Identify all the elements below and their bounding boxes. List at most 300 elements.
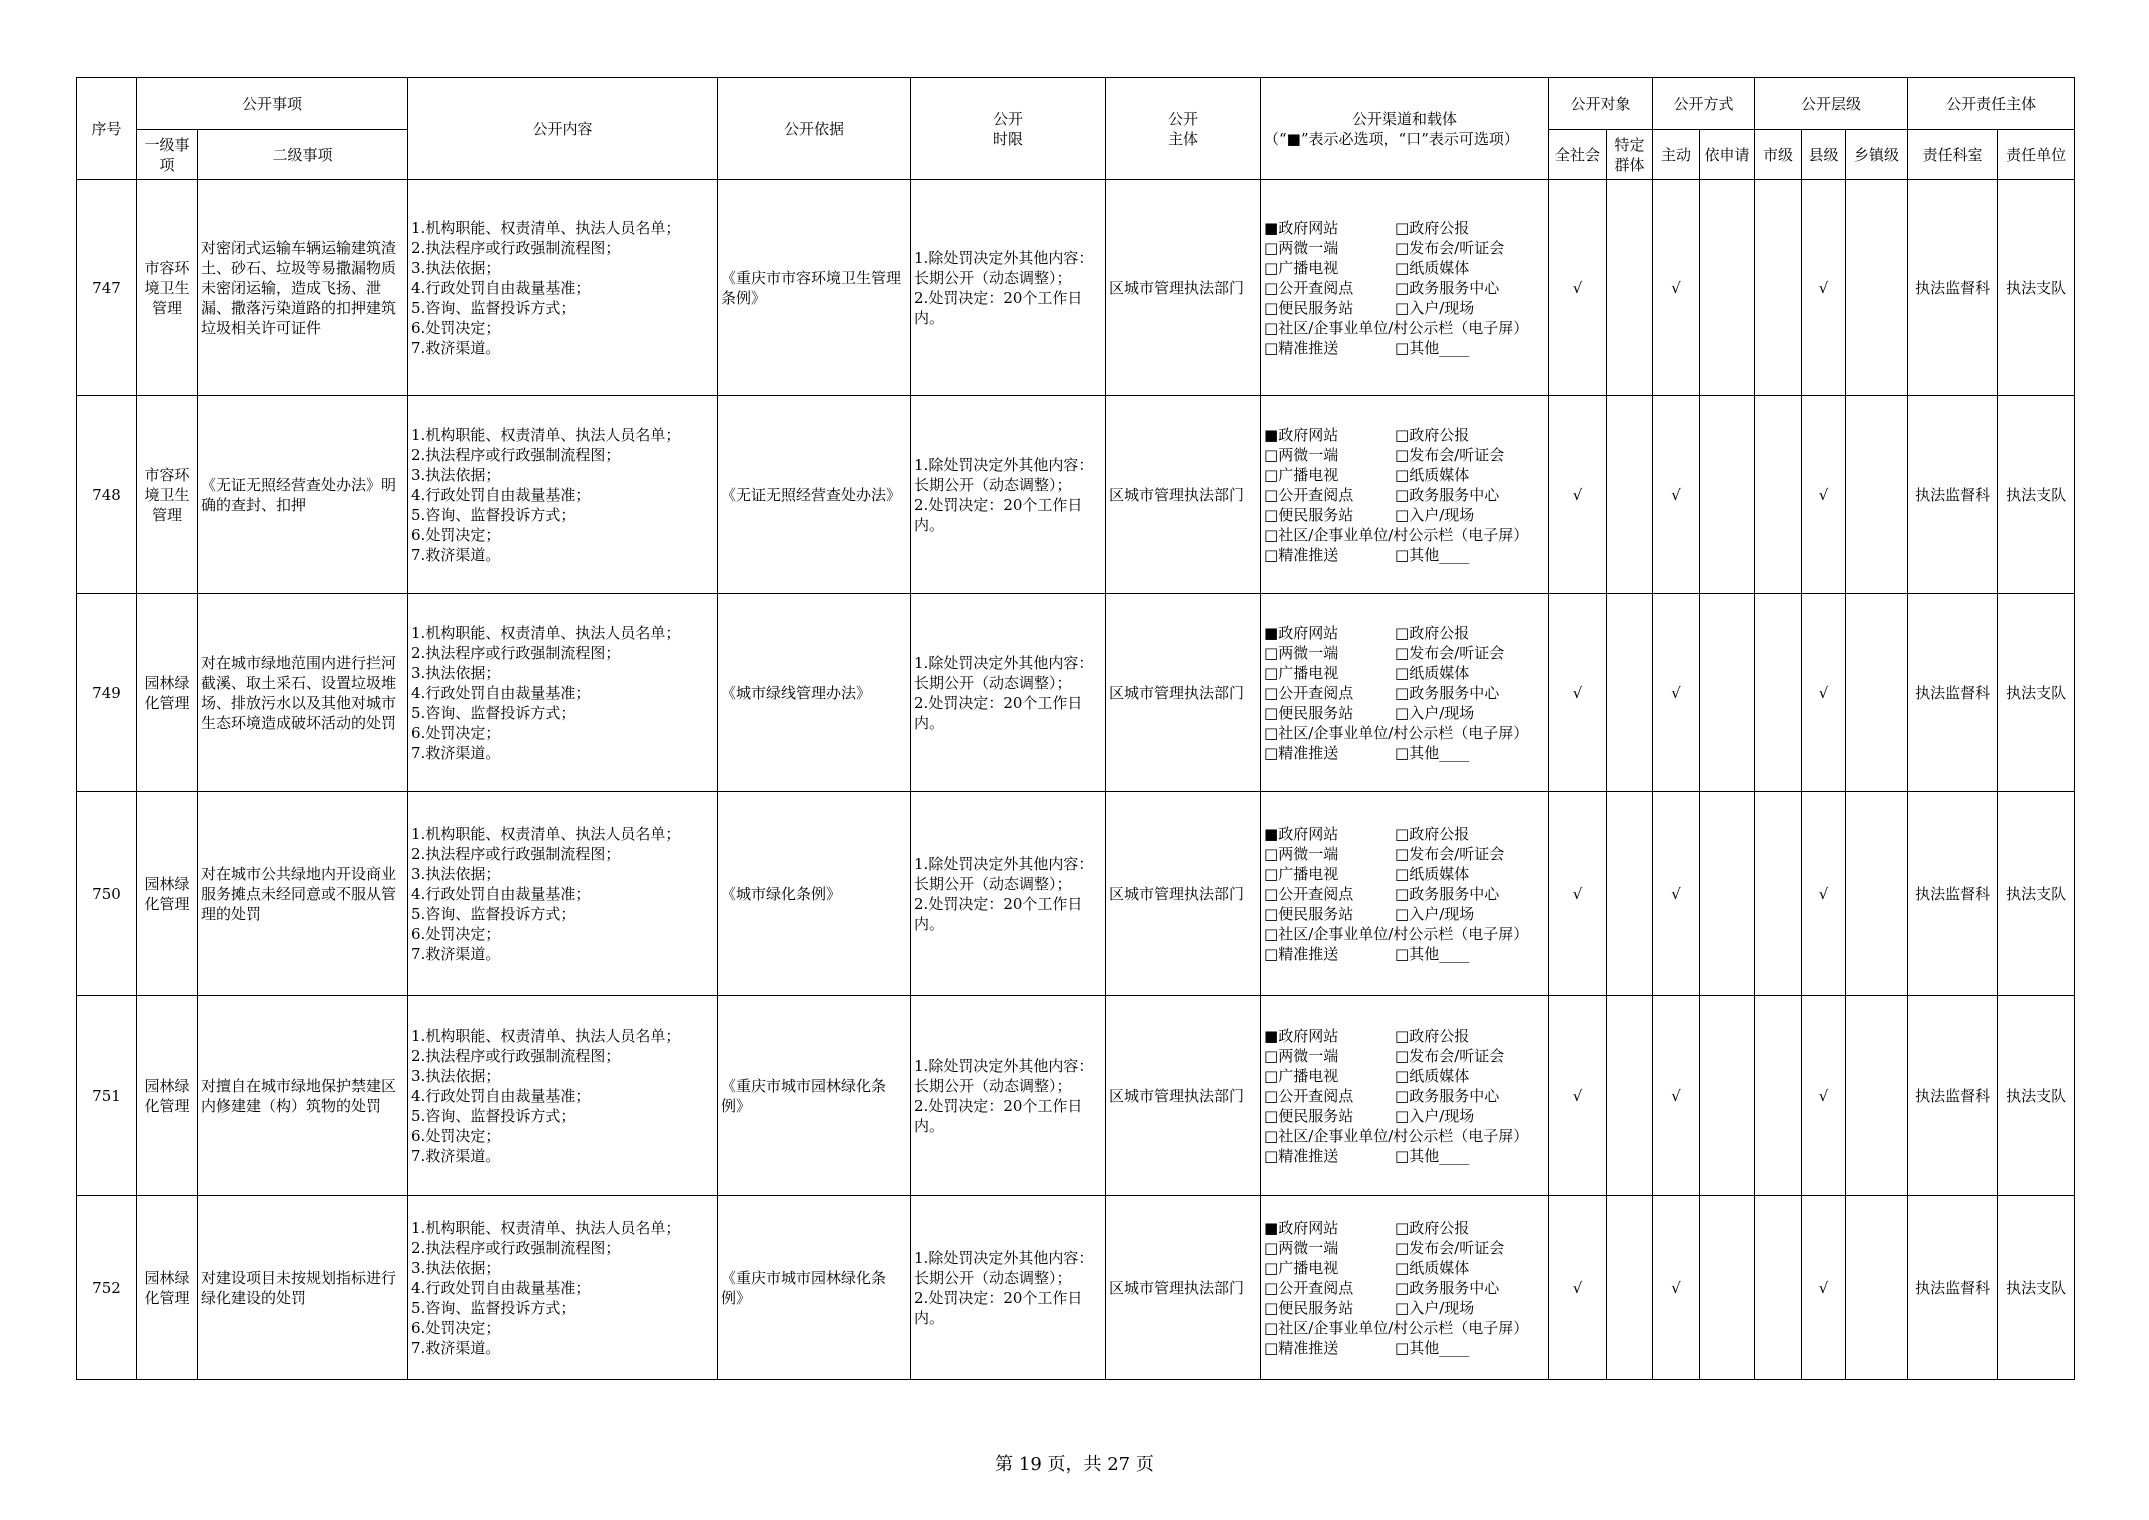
channel-option: □两微一端 [1264, 445, 1339, 464]
channel-option: □两微一端 [1264, 844, 1339, 863]
row-level-city [1755, 594, 1802, 792]
channel-line [1264, 425, 1545, 445]
channel-line [1264, 505, 1545, 525]
row-content-line: 2.执法程序或行政强制流程图； [411, 1238, 621, 1257]
channel-line [1264, 1086, 1545, 1106]
channel-option: □便民服务站 [1264, 904, 1354, 923]
row-content [408, 594, 718, 792]
row-time-limit-line: 2.处罚决定：20个工作日内。 [914, 1096, 1083, 1135]
channel-option: □广播电视 [1264, 1066, 1339, 1085]
page-footer: 第 19 页，共 27 页 [995, 1454, 1154, 1475]
channel-option: □政府公报 [1395, 1026, 1470, 1045]
channel-line [1264, 924, 1545, 944]
channel-option: □社区/企事业单位/村公示栏（电子屏） [1264, 723, 1529, 742]
row-level-town [1846, 1196, 1908, 1380]
channel-line [1264, 318, 1545, 338]
channel-line [1264, 703, 1545, 723]
row-content-line: 4.行政处罚自由裁量基准； [411, 1086, 591, 1105]
channel-line [1264, 338, 1545, 358]
row-basis: 《城市绿化条例》 [718, 792, 911, 996]
row-level-town [1846, 792, 1908, 996]
row-subject: 区城市管理执法部门 [1106, 396, 1261, 594]
row-level1: 园林绿化管理 [137, 792, 198, 996]
row-target-specific [1607, 996, 1653, 1196]
channel-option: □政务服务中心 [1395, 1278, 1500, 1297]
channel-option: □公开查阅点 [1264, 683, 1354, 702]
table-row [77, 996, 2075, 1196]
channel-line [1264, 1126, 1545, 1146]
channel-option: □其他____ [1395, 545, 1470, 564]
channel-option: □便民服务站 [1264, 1298, 1354, 1317]
row-content [408, 996, 718, 1196]
channel-option: □两微一端 [1264, 1046, 1339, 1065]
channel-option: □其他____ [1395, 944, 1470, 963]
channel-line [1264, 525, 1545, 545]
row-level2: 对擅自在城市绿地保护禁建区内修建建（构）筑物的处罚 [198, 996, 408, 1196]
row-content-line: 6.处罚决定； [411, 924, 501, 943]
channel-option: ■政府网站 [1264, 218, 1339, 237]
row-basis: 《无证无照经营查处办法》 [718, 396, 911, 594]
row-level2: 对建设项目未按规划指标进行绿化建设的处罚 [198, 1196, 408, 1380]
row-resp-unit: 执法支队 [1998, 1196, 2075, 1380]
row-level2: 对密闭式运输车辆运输建筑渣土、砂石、垃圾等易撒漏物质未密闭运输，造成飞扬、泄漏、撒落污染道路的扣押建筑垃圾相关许可证件 [198, 180, 408, 396]
channel-line [1264, 238, 1545, 258]
row-level-county: √ [1802, 996, 1846, 1196]
channel-option: □便民服务站 [1264, 1106, 1354, 1125]
row-target-all: √ [1549, 996, 1607, 1196]
header-target-all: 全社会 [1549, 130, 1607, 180]
row-method-apply [1700, 396, 1755, 594]
row-subject: 区城市管理执法部门 [1106, 180, 1261, 396]
channel-option: □入户/现场 [1395, 298, 1475, 317]
channel-line [1264, 884, 1545, 904]
row-content-line: 5.咨询、监督投诉方式； [411, 1106, 576, 1125]
row-level2: 对在城市绿地范围内进行拦河截溪、取土采石、设置垃圾堆场、排放污水以及其他对城市生态环境造成破坏活动的处罚 [198, 594, 408, 792]
channel-option: ■政府网站 [1264, 1026, 1339, 1045]
channel-option: □政府公报 [1395, 425, 1470, 444]
row-target-specific [1607, 1196, 1653, 1380]
channel-option: ■政府网站 [1264, 1218, 1339, 1237]
channel-line [1264, 944, 1545, 964]
channel-option: □政务服务中心 [1395, 485, 1500, 504]
row-level1: 市容环境卫生管理 [137, 180, 198, 396]
channel-line [1264, 445, 1545, 465]
header-matters: 公开事项 [137, 78, 408, 130]
row-time-limit-line: 1.除处罚决定外其他内容：长期公开（动态调整）； [914, 455, 1094, 494]
row-content-line: 7.救济渠道。 [411, 545, 501, 564]
channel-option: □精准推送 [1264, 743, 1339, 762]
channel-line [1264, 663, 1545, 683]
header-channel-note: （“■”表示必选项，“口”表示可选项） [1264, 129, 1519, 148]
channel-option: ■政府网站 [1264, 623, 1339, 642]
row-content-line: 7.救济渠道。 [411, 944, 501, 963]
row-target-all: √ [1549, 180, 1607, 396]
header-level: 公开层级 [1755, 78, 1908, 130]
row-time-limit-line: 2.处罚决定：20个工作日内。 [914, 693, 1083, 732]
row-resp-unit: 执法支队 [1998, 996, 2075, 1196]
row-resp-office: 执法监督科 [1908, 594, 1998, 792]
channel-option: □发布会/听证会 [1395, 844, 1505, 863]
row-content-line: 5.咨询、监督投诉方式； [411, 298, 576, 317]
table-row [77, 180, 2075, 396]
channel-option: □发布会/听证会 [1395, 1046, 1505, 1065]
row-content-line: 2.执法程序或行政强制流程图； [411, 1046, 621, 1065]
channel-option: □政务服务中心 [1395, 278, 1500, 297]
row-method-apply [1700, 996, 1755, 1196]
header-channel-cell [1261, 78, 1549, 180]
row-basis: 《重庆市城市园林绿化条例》 [718, 1196, 911, 1380]
row-seq: 747 [77, 180, 137, 396]
row-resp-unit: 执法支队 [1998, 396, 2075, 594]
header-method-active: 主动 [1653, 130, 1700, 180]
channel-option: □精准推送 [1264, 944, 1339, 963]
channel-option: □精准推送 [1264, 1146, 1339, 1165]
table-body [77, 180, 2075, 1380]
row-time-limit-line: 2.处罚决定：20个工作日内。 [914, 894, 1083, 933]
row-content-line: 1.机构职能、权责清单、执法人员名单； [411, 1026, 681, 1045]
row-content [408, 1196, 718, 1380]
channel-line [1264, 1238, 1545, 1258]
channel-option: □便民服务站 [1264, 703, 1354, 722]
row-content-line: 2.执法程序或行政强制流程图； [411, 238, 621, 257]
row-seq: 752 [77, 1196, 137, 1380]
row-content-line: 1.机构职能、权责清单、执法人员名单； [411, 218, 681, 237]
channel-option: □政务服务中心 [1395, 884, 1500, 903]
header-seq: 序号 [77, 78, 137, 180]
channel-line [1264, 864, 1545, 884]
row-content-line: 7.救济渠道。 [411, 1146, 501, 1165]
channel-option: ■政府网站 [1264, 824, 1339, 843]
channel-option: □精准推送 [1264, 545, 1339, 564]
channel-option: □入户/现场 [1395, 904, 1475, 923]
header-method-apply: 依申请 [1700, 130, 1755, 180]
row-time-limit-line: 2.处罚决定：20个工作日内。 [914, 495, 1083, 534]
row-subject: 区城市管理执法部门 [1106, 594, 1261, 792]
channel-option: □发布会/听证会 [1395, 643, 1505, 662]
channel-line [1264, 1298, 1545, 1318]
row-level1: 园林绿化管理 [137, 594, 198, 792]
row-time-limit [911, 396, 1106, 594]
row-method-active: √ [1653, 594, 1700, 792]
row-method-active: √ [1653, 996, 1700, 1196]
row-level-town [1846, 996, 1908, 1196]
header-subject: 公开 主体 [1106, 78, 1261, 180]
row-method-active: √ [1653, 180, 1700, 396]
channel-line [1264, 1026, 1545, 1046]
channel-option: □其他____ [1395, 1146, 1470, 1165]
channel-option: □其他____ [1395, 338, 1470, 357]
row-content-line: 4.行政处罚自由裁量基准； [411, 683, 591, 702]
row-level-town [1846, 594, 1908, 792]
row-target-all: √ [1549, 396, 1607, 594]
row-content [408, 792, 718, 996]
row-method-active: √ [1653, 792, 1700, 996]
row-content-line: 7.救济渠道。 [411, 743, 501, 762]
channel-option: □两微一端 [1264, 238, 1339, 257]
row-target-all: √ [1549, 594, 1607, 792]
row-content-line: 5.咨询、监督投诉方式； [411, 505, 576, 524]
row-channels [1261, 1196, 1549, 1380]
row-content-line: 3.执法依据； [411, 258, 501, 277]
channel-line [1264, 278, 1545, 298]
row-seq: 751 [77, 996, 137, 1196]
channel-option: □社区/企事业单位/村公示栏（电子屏） [1264, 924, 1529, 943]
row-level-city [1755, 1196, 1802, 1380]
channel-option: □精准推送 [1264, 338, 1339, 357]
row-target-specific [1607, 396, 1653, 594]
channel-option: □便民服务站 [1264, 298, 1354, 317]
channel-option: □发布会/听证会 [1395, 1238, 1505, 1257]
row-subject: 区城市管理执法部门 [1106, 996, 1261, 1196]
row-content-line: 6.处罚决定； [411, 723, 501, 742]
row-level-county: √ [1802, 180, 1846, 396]
channel-line [1264, 743, 1545, 763]
row-content-line: 6.处罚决定； [411, 525, 501, 544]
header-resp-office: 责任科室 [1908, 130, 1998, 180]
row-method-apply [1700, 792, 1755, 996]
header-resp: 公开责任主体 [1908, 78, 2075, 130]
row-time-limit-line: 2.处罚决定：20个工作日内。 [914, 1288, 1083, 1327]
row-content-line: 4.行政处罚自由裁量基准； [411, 1278, 591, 1297]
channel-option: □纸质媒体 [1395, 465, 1470, 484]
channel-option: □两微一端 [1264, 643, 1339, 662]
channel-option: ■政府网站 [1264, 425, 1339, 444]
row-level1: 市容环境卫生管理 [137, 396, 198, 594]
row-time-limit-line: 1.除处罚决定外其他内容：长期公开（动态调整）； [914, 1248, 1094, 1287]
channel-line [1264, 1146, 1545, 1166]
channel-option: □政务服务中心 [1395, 1086, 1500, 1105]
row-content-line: 3.执法依据； [411, 1258, 501, 1277]
row-time-limit-line: 1.除处罚决定外其他内容：长期公开（动态调整）； [914, 248, 1094, 287]
row-content-line: 1.机构职能、权责清单、执法人员名单； [411, 623, 681, 642]
header-level-county: 县级 [1802, 130, 1846, 180]
row-target-specific [1607, 594, 1653, 792]
row-seq: 748 [77, 396, 137, 594]
channel-line [1264, 1106, 1545, 1126]
row-level-city [1755, 396, 1802, 594]
channel-line [1264, 1338, 1545, 1358]
row-content-line: 7.救济渠道。 [411, 338, 501, 357]
channel-option: □入户/现场 [1395, 703, 1475, 722]
row-resp-office: 执法监督科 [1908, 792, 1998, 996]
row-content [408, 396, 718, 594]
row-content-line: 6.处罚决定； [411, 1126, 501, 1145]
channel-option: □其他____ [1395, 1338, 1470, 1357]
row-content-line: 5.咨询、监督投诉方式； [411, 904, 576, 923]
row-level-city [1755, 996, 1802, 1196]
row-level-county: √ [1802, 396, 1846, 594]
row-time-limit-line: 2.处罚决定：20个工作日内。 [914, 288, 1083, 327]
channel-option: □社区/企事业单位/村公示栏（电子屏） [1264, 1318, 1529, 1337]
row-time-limit [911, 594, 1106, 792]
channel-line [1264, 465, 1545, 485]
row-method-active: √ [1653, 1196, 1700, 1380]
header-target: 公开对象 [1549, 78, 1653, 130]
row-time-limit [911, 180, 1106, 396]
row-content-line: 3.执法依据； [411, 663, 501, 682]
row-level1: 园林绿化管理 [137, 996, 198, 1196]
channel-line [1264, 258, 1545, 278]
channel-line [1264, 1278, 1545, 1298]
channel-option: □政府公报 [1395, 218, 1470, 237]
row-content-line: 6.处罚决定； [411, 1318, 501, 1337]
row-content-line: 6.处罚决定； [411, 318, 501, 337]
row-time-limit-line: 1.除处罚决定外其他内容：长期公开（动态调整）； [914, 1056, 1094, 1095]
row-content-line: 2.执法程序或行政强制流程图； [411, 643, 621, 662]
row-resp-office: 执法监督科 [1908, 996, 1998, 1196]
channel-line [1264, 623, 1545, 643]
row-content-line: 2.执法程序或行政强制流程图； [411, 445, 621, 464]
channel-option: □公开查阅点 [1264, 1086, 1354, 1105]
channel-option: □发布会/听证会 [1395, 238, 1505, 257]
row-method-apply [1700, 594, 1755, 792]
row-resp-unit: 执法支队 [1998, 594, 2075, 792]
row-content-line: 1.机构职能、权责清单、执法人员名单； [411, 425, 681, 444]
channel-line [1264, 904, 1545, 924]
row-target-specific [1607, 180, 1653, 396]
channel-option: □纸质媒体 [1395, 663, 1470, 682]
channel-option: □便民服务站 [1264, 505, 1354, 524]
channel-option: □公开查阅点 [1264, 485, 1354, 504]
channel-option: □广播电视 [1264, 465, 1339, 484]
header-level2: 二级事项 [198, 130, 408, 180]
row-basis: 《重庆市市容环境卫生管理条例》 [718, 180, 911, 396]
row-method-apply [1700, 180, 1755, 396]
channel-option: □纸质媒体 [1395, 258, 1470, 277]
row-resp-office: 执法监督科 [1908, 396, 1998, 594]
channel-option: □社区/企事业单位/村公示栏（电子屏） [1264, 1126, 1529, 1145]
row-basis: 《重庆市城市园林绿化条例》 [718, 996, 911, 1196]
row-content-line: 3.执法依据； [411, 1066, 501, 1085]
row-level1: 园林绿化管理 [137, 1196, 198, 1380]
row-content-line: 4.行政处罚自由裁量基准； [411, 485, 591, 504]
row-content-line: 3.执法依据； [411, 465, 501, 484]
channel-line [1264, 1066, 1545, 1086]
channel-option: □政府公报 [1395, 623, 1470, 642]
row-basis: 《城市绿线管理办法》 [718, 594, 911, 792]
row-resp-office: 执法监督科 [1908, 1196, 1998, 1380]
header-basis: 公开依据 [718, 78, 911, 180]
channel-line [1264, 1218, 1545, 1238]
row-content-line: 5.咨询、监督投诉方式； [411, 703, 576, 722]
row-level-county: √ [1802, 594, 1846, 792]
header-time-limit: 公开 时限 [911, 78, 1106, 180]
channel-option: □发布会/听证会 [1395, 445, 1505, 464]
channel-option: □入户/现场 [1395, 1106, 1475, 1125]
row-content-line: 3.执法依据； [411, 864, 501, 883]
table-row [77, 396, 2075, 594]
row-resp-unit: 执法支队 [1998, 792, 2075, 996]
channel-option: □入户/现场 [1395, 1298, 1475, 1317]
row-channels [1261, 180, 1549, 396]
channel-option: □公开查阅点 [1264, 278, 1354, 297]
channel-option: □精准推送 [1264, 1338, 1339, 1357]
row-time-limit [911, 792, 1106, 996]
row-time-limit-line: 1.除处罚决定外其他内容：长期公开（动态调整）； [914, 653, 1094, 692]
header-level1: 一级事项 [137, 130, 198, 180]
row-target-all: √ [1549, 792, 1607, 996]
channel-option: □政府公报 [1395, 1218, 1470, 1237]
channel-option: □纸质媒体 [1395, 1066, 1470, 1085]
row-content-line: 2.执法程序或行政强制流程图； [411, 844, 621, 863]
header-level-town: 乡镇级 [1846, 130, 1908, 180]
row-channels [1261, 594, 1549, 792]
channel-option: □广播电视 [1264, 663, 1339, 682]
channel-option: □公开查阅点 [1264, 1278, 1354, 1297]
header-content: 公开内容 [408, 78, 718, 180]
channel-option: □广播电视 [1264, 258, 1339, 277]
row-content-line: 5.咨询、监督投诉方式； [411, 1298, 576, 1317]
row-level2: 对在城市公共绿地内开设商业服务摊点未经同意或不服从管理的处罚 [198, 792, 408, 996]
disclosure-table [76, 77, 2075, 1380]
channel-option: □其他____ [1395, 743, 1470, 762]
channel-option: □社区/企事业单位/村公示栏（电子屏） [1264, 318, 1529, 337]
row-method-active: √ [1653, 396, 1700, 594]
row-level-city [1755, 792, 1802, 996]
table-row [77, 594, 2075, 792]
channel-line [1264, 485, 1545, 505]
table-row [77, 792, 2075, 996]
row-channels [1261, 996, 1549, 1196]
header-resp-unit: 责任单位 [1998, 130, 2075, 180]
channel-option: □广播电视 [1264, 864, 1339, 883]
channel-option: □政务服务中心 [1395, 683, 1500, 702]
channel-line [1264, 1046, 1545, 1066]
row-content-line: 1.机构职能、权责清单、执法人员名单； [411, 1218, 681, 1237]
row-channels [1261, 792, 1549, 996]
row-channels [1261, 396, 1549, 594]
channel-option: □两微一端 [1264, 1238, 1339, 1257]
row-target-specific [1607, 792, 1653, 996]
row-subject: 区城市管理执法部门 [1106, 792, 1261, 996]
header-channel: 公开渠道和载体 [1352, 109, 1458, 128]
header-target-specific: 特定群体 [1607, 130, 1653, 180]
channel-option: □广播电视 [1264, 1258, 1339, 1277]
row-resp-office: 执法监督科 [1908, 180, 1998, 396]
row-level-town [1846, 180, 1908, 396]
channel-line [1264, 844, 1545, 864]
row-seq: 750 [77, 792, 137, 996]
channel-option: □公开查阅点 [1264, 884, 1354, 903]
channel-line [1264, 218, 1545, 238]
channel-line [1264, 824, 1545, 844]
channel-line [1264, 643, 1545, 663]
row-content [408, 180, 718, 396]
row-resp-unit: 执法支队 [1998, 180, 2075, 396]
channel-line [1264, 723, 1545, 743]
channel-line [1264, 1258, 1545, 1278]
row-level-city [1755, 180, 1802, 396]
row-level-town [1846, 396, 1908, 594]
table-row [77, 1196, 2075, 1380]
header-method: 公开方式 [1653, 78, 1755, 130]
channel-line [1264, 683, 1545, 703]
channel-line [1264, 298, 1545, 318]
row-subject: 区城市管理执法部门 [1106, 1196, 1261, 1380]
row-level-county: √ [1802, 792, 1846, 996]
row-target-all: √ [1549, 1196, 1607, 1380]
channel-option: □政府公报 [1395, 824, 1470, 843]
row-time-limit [911, 1196, 1106, 1380]
row-content-line: 4.行政处罚自由裁量基准； [411, 278, 591, 297]
row-time-limit [911, 996, 1106, 1196]
row-level2: 《无证无照经营查处办法》明确的查封、扣押 [198, 396, 408, 594]
row-content-line: 4.行政处罚自由裁量基准； [411, 884, 591, 903]
channel-option: □入户/现场 [1395, 505, 1475, 524]
channel-option: □社区/企事业单位/村公示栏（电子屏） [1264, 525, 1529, 544]
channel-line [1264, 545, 1545, 565]
channel-option: □纸质媒体 [1395, 1258, 1470, 1277]
